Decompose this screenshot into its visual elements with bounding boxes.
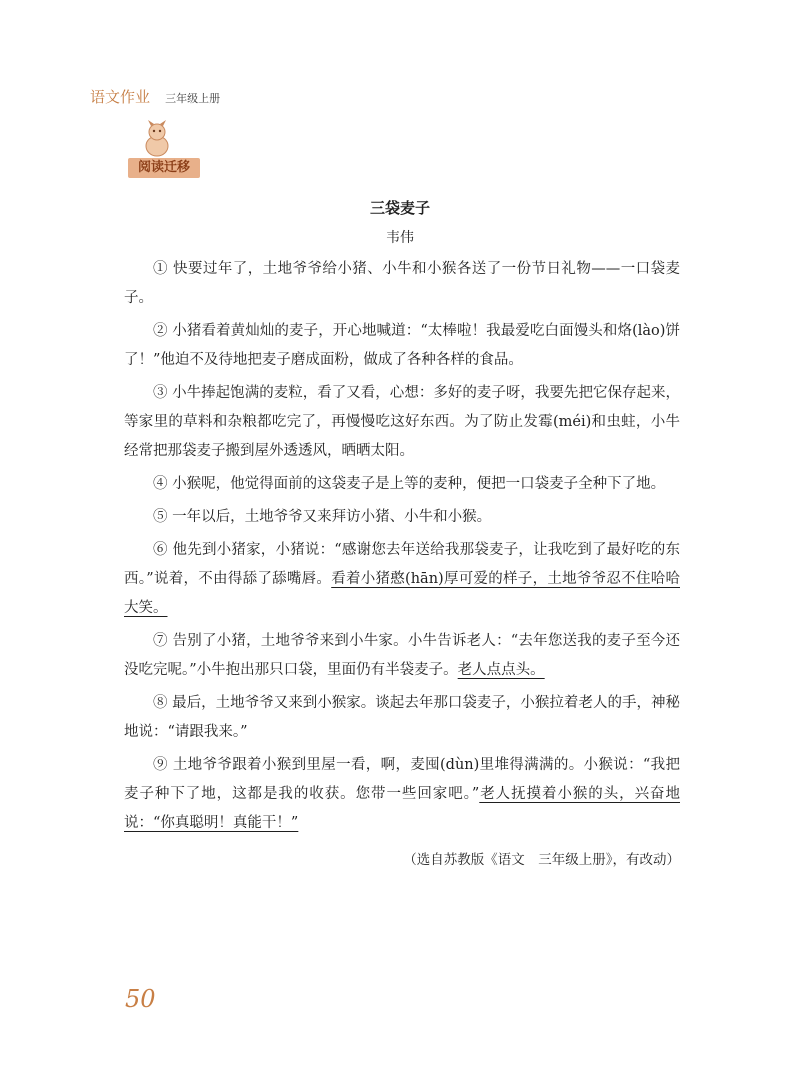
book-title: 语文作业 (90, 88, 151, 106)
paragraph (124, 379, 680, 466)
source-citation: （选自苏教版《语文 三年级上册》，有改动） (403, 852, 680, 868)
story-author: 韦伟 (386, 230, 414, 246)
paragraph (124, 503, 680, 532)
page-header (90, 86, 220, 107)
paragraph-number: ② (153, 323, 173, 339)
paragraph-number: ⑦ (153, 633, 173, 649)
underlined-text: 看着小猪憨(hān)厚可爱的样子，土地爷爷忍不住哈哈大笑。 (124, 571, 680, 616)
underlined-text: 老人点点头。 (457, 662, 545, 678)
paragraph (124, 751, 680, 838)
paragraph (124, 255, 680, 313)
story-title: 三袋麦子 (369, 199, 430, 217)
paragraph (124, 470, 680, 499)
paragraph-number: ⑤ (153, 509, 173, 525)
paragraph (124, 627, 680, 685)
paragraph-number: ① (153, 261, 173, 277)
mascot-icon (140, 120, 174, 158)
paragraph (124, 689, 680, 747)
paragraph-text: 他先到小猪家，小猪说：“感谢您去年送给我那袋麦子，让我吃到了最好吃的东西。”说着，不由得舔了舔嘴唇。 (124, 542, 680, 587)
paragraph-number: ③ (153, 385, 173, 401)
section-badge-label: 阅读迁移 (128, 158, 200, 178)
paragraph-number: ⑨ (153, 757, 173, 773)
section-badge (128, 120, 208, 182)
paragraph-number: ④ (153, 476, 173, 492)
paragraph-text: 告别了小猪，土地爷爷来到小牛家。小牛告诉老人：“去年您送我的麦子至今还没吃完呢。”小牛抱出那只口袋，里面仍有半袋麦子。 (124, 633, 680, 678)
story-body (124, 255, 680, 842)
paragraph-text: 土地爷爷跟着小猴到里屋一看，啊，麦囤(dùn)里堆得满满的。小猴说：“我把麦子种下了地，这都是我的收获。您带一些回家吧。” (124, 757, 681, 802)
page-number: 50 (125, 985, 156, 1013)
paragraph-text: 一年以后，土地爷爷又来拜访小猪、小牛和小猴。 (172, 509, 492, 525)
grade-label: 三年级上册 (165, 92, 221, 105)
paragraph-number: ⑧ (153, 695, 173, 711)
underlined-text: 老人抚摸着小猴的头，兴奋地说：“你真聪明！真能干！” (124, 786, 680, 831)
paragraph (124, 317, 680, 375)
paragraph-text: 小猪看着黄灿灿的麦子，开心地喊道：“太棒啦！我最爱吃白面馒头和烙(lào)饼了！”他迫不及待地把麦子磨成面粉，做成了各种各样的食品。 (124, 323, 680, 368)
paragraph-text: 快要过年了，土地爷爷给小猪、小牛和小猴各送了一份节日礼物——一口袋麦子。 (124, 261, 681, 306)
paragraph (124, 536, 680, 623)
paragraph-text: 小猴呢，他觉得面前的这袋麦子是上等的麦种，便把一口袋麦子全种下了地。 (172, 476, 666, 492)
paragraph-text: 小牛捧起饱满的麦粒，看了又看，心想：多好的麦子呀，我要先把它保存起来，等家里的草料和杂粮都吃完了，再慢慢吃这好东西。为了防止发霉(méi)和虫蛀，小牛经常把那袋麦子搬到屋外透透风，晒晒太阳。 (124, 385, 681, 459)
paragraph-text: 最后，土地爷爷又来到小猴家。谈起去年那口袋麦子，小猴拉着老人的手，神秘地说：“请跟我来。” (124, 695, 681, 740)
paragraph-number: ⑥ (153, 542, 173, 558)
